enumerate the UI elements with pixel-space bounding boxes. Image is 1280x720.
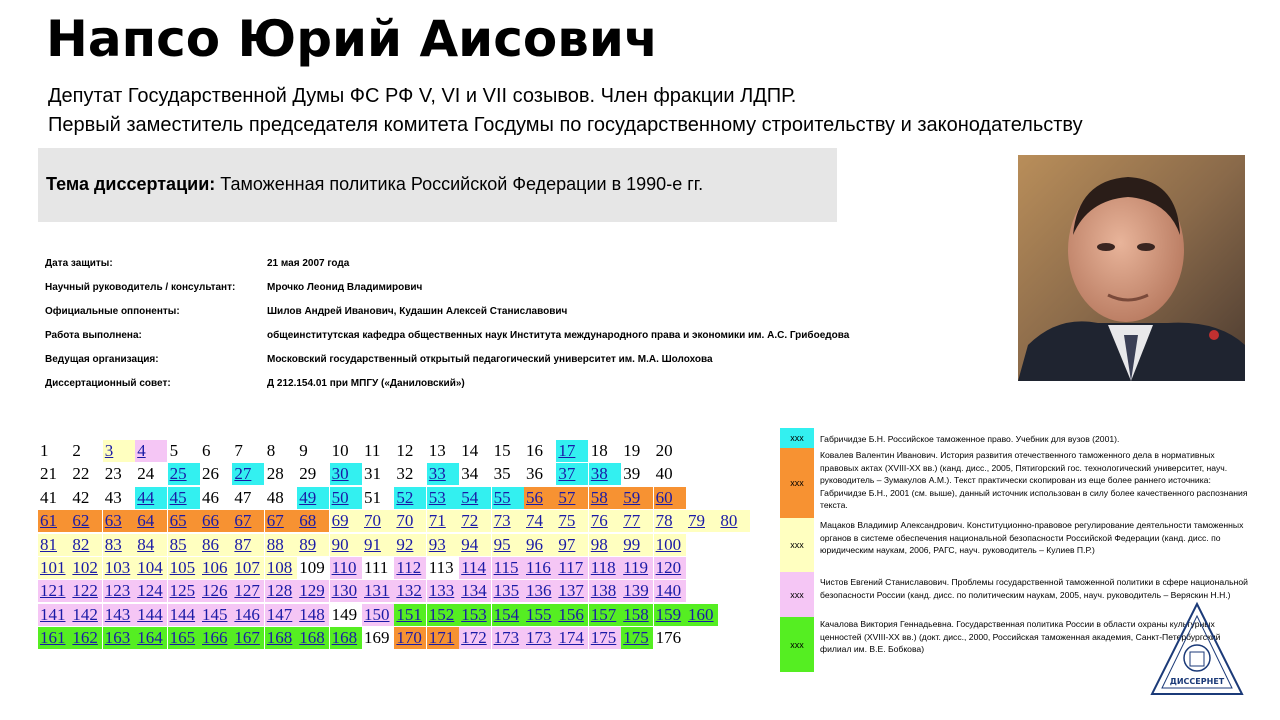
page-number-cell: 21 — [40, 464, 57, 484]
subtitle-line-2: Первый заместитель председателя комитета Госдумы по государственному строительству и законодательству — [48, 114, 1083, 136]
page-number-cell[interactable]: 133 — [427, 580, 459, 602]
page-number-cell[interactable]: 145 — [200, 604, 232, 626]
page-number-cell[interactable]: 103 — [103, 557, 135, 579]
page-number-cell[interactable]: 119 — [621, 557, 653, 579]
page-number-cell: 41 — [40, 487, 57, 507]
page-number-cell[interactable]: 102 — [70, 557, 102, 579]
page-number-cell: 16 — [526, 441, 543, 460]
page-number-cell[interactable]: 122 — [70, 580, 102, 602]
page-number-cell[interactable]: 68 — [297, 510, 329, 532]
legend-swatch-label: xxx — [790, 433, 804, 443]
topic-label: Тема диссертации: — [46, 174, 216, 194]
page-number-cell: 10 — [331, 441, 349, 460]
dissernet-logo — [1148, 600, 1246, 700]
page-number-cell[interactable]: 85 — [168, 534, 200, 556]
page-number-cell: 7 — [234, 441, 243, 460]
legend-row — [780, 518, 1250, 572]
page-number-cell: 47 — [234, 487, 252, 507]
page-number-cell[interactable]: 73 — [492, 510, 524, 532]
info-label: Диссертационный совет: — [45, 378, 171, 389]
page-number-cell: 48 — [266, 487, 284, 507]
page-number-cell[interactable]: 45 — [168, 487, 200, 509]
page-number-cell[interactable]: 25 — [168, 463, 200, 485]
page-number-cell[interactable]: 59 — [621, 487, 653, 509]
page-number-cell[interactable]: 168 — [330, 627, 362, 649]
dissertation-topic-box — [38, 148, 837, 222]
page-number-cell[interactable]: 139 — [621, 580, 653, 602]
legend-swatch — [780, 518, 814, 572]
page-number-cell[interactable]: 99 — [621, 534, 653, 556]
page-number-cell[interactable]: 154 — [492, 604, 524, 626]
info-value: Д 212.154.01 при МПГУ («Даниловский») — [267, 378, 465, 389]
page-number-cell[interactable]: 87 — [232, 534, 264, 556]
page-number-cell[interactable]: 63 — [103, 510, 135, 532]
dissernet-seal-icon — [1148, 600, 1246, 700]
page-number-cell[interactable]: 71 — [427, 510, 459, 532]
page-number-cell: 46 — [202, 487, 219, 507]
page-number-cell: 20 — [655, 441, 673, 460]
page-number-cell: 11 — [364, 441, 381, 460]
page-number-cell: 36 — [526, 464, 543, 484]
page-number-cell[interactable]: 106 — [200, 557, 232, 579]
page-number-cell[interactable]: 147 — [265, 604, 297, 626]
legend-text: Чистов Евгений Станиславович. Проблемы государственной таможенной политики в сфере национальной безопасности России (канд. дисс. по политическим наукам, 2005, науч. руководитель – Веряскин Н.Н.) — [820, 577, 1248, 600]
page-number-cell: 31 — [364, 464, 381, 484]
page-number-cell[interactable]: 126 — [200, 580, 232, 602]
page-number-cell[interactable]: 65 — [168, 510, 200, 532]
page-number-cell[interactable]: 52 — [394, 487, 426, 509]
page-number-cell[interactable]: 170 — [394, 627, 426, 649]
page-number-cell[interactable]: 50 — [330, 487, 362, 509]
page-number-cell: 19 — [623, 441, 641, 460]
info-label: Работа выполнена: — [45, 330, 142, 341]
page-number-cell[interactable]: 123 — [103, 580, 135, 602]
info-label: Дата защиты: — [45, 258, 113, 269]
page-number-cell[interactable]: 62 — [70, 510, 102, 532]
dissertation-topic — [46, 174, 703, 195]
page-number-cell[interactable]: 78 — [654, 510, 686, 532]
page-number-cell[interactable]: 150 — [362, 604, 394, 626]
info-value: 21 мая 2007 года — [267, 258, 350, 269]
page-number-cell[interactable]: 174 — [556, 627, 588, 649]
page-number-cell[interactable]: 132 — [394, 580, 426, 602]
page-number-cell[interactable]: 152 — [427, 604, 459, 626]
page-number-cell: 34 — [461, 464, 479, 484]
page-number-cell[interactable]: 129 — [297, 580, 329, 602]
page-number-cell[interactable]: 162 — [70, 627, 102, 649]
page-number-cell[interactable]: 83 — [103, 534, 135, 556]
page-number-cell[interactable]: 118 — [589, 557, 621, 579]
page-number-cell[interactable]: 57 — [556, 487, 588, 509]
info-label: Официальные оппоненты: — [45, 306, 180, 317]
page-number-cell[interactable]: 173 — [524, 627, 556, 649]
page-number-cell: 8 — [266, 441, 276, 460]
page-number-cell[interactable]: 124 — [135, 580, 167, 602]
legend-swatch — [780, 428, 814, 448]
legend-swatch-label: xxx — [790, 540, 804, 550]
page-number-cell: 24 — [137, 464, 155, 484]
page-number-cell[interactable]: 160 — [686, 604, 718, 626]
page-number-cell[interactable]: 144 — [135, 604, 167, 626]
info-value: Мрочко Леонид Владимирович — [267, 282, 423, 293]
page-number-cell[interactable]: 143 — [103, 604, 135, 626]
page-number-cell: 32 — [396, 464, 414, 484]
page-number-cell[interactable]: 141 — [38, 604, 70, 626]
page-number-cell[interactable]: 155 — [524, 604, 556, 626]
page-number-cell[interactable]: 3 — [103, 440, 135, 462]
page-number-cell[interactable]: 107 — [232, 557, 264, 579]
page-number-cell[interactable]: 117 — [556, 557, 588, 579]
page-number-cell[interactable]: 30 — [330, 463, 362, 485]
page-number-cell: 18 — [590, 441, 608, 460]
page-number-cell: 12 — [396, 441, 414, 460]
page-number-cell: 39 — [623, 464, 641, 484]
page-number-cell[interactable]: 172 — [459, 627, 491, 649]
page-number-cell[interactable]: 148 — [297, 604, 329, 626]
page-number-cell[interactable]: 93 — [427, 534, 459, 556]
legend-swatch — [780, 448, 814, 518]
page-number-cell[interactable]: 77 — [621, 510, 653, 532]
page-number-cell[interactable]: 82 — [70, 534, 102, 556]
legend-row — [780, 428, 1250, 448]
page-number-cell[interactable]: 44 — [135, 487, 167, 509]
page-number-cell[interactable]: 120 — [654, 557, 686, 579]
page-number-cell[interactable]: 72 — [459, 510, 491, 532]
page-number-cell: 111 — [364, 558, 389, 577]
page-number-cell[interactable]: 98 — [589, 534, 621, 556]
page-number-cell[interactable]: 89 — [297, 534, 329, 556]
page-number-cell[interactable]: 153 — [459, 604, 491, 626]
page-number-cell[interactable]: 67 — [232, 510, 264, 532]
page-number-cell[interactable]: 166 — [200, 627, 232, 649]
page-number-cell[interactable]: 112 — [394, 557, 426, 579]
legend-text: Качалова Виктория Геннадьевна. Государственная политика России в области охраны культурных ценностей (XVIII-XX вв.) (докт. дисс., 2000, Российская таможенная академия, Санкт-Петербургский филиал им. В.Е. Бобкова) — [820, 619, 1221, 654]
page-number-cell[interactable]: 128 — [265, 580, 297, 602]
page-number-cell: 22 — [72, 464, 90, 484]
page-number-cell[interactable]: 175 — [589, 627, 621, 649]
page-number-cell[interactable]: 142 — [70, 604, 102, 626]
page-number-cell[interactable]: 125 — [168, 580, 200, 602]
page-number-cell[interactable]: 105 — [168, 557, 200, 579]
page-number-cell[interactable]: 161 — [38, 627, 70, 649]
page-number-cell: 169 — [364, 628, 390, 648]
info-label: Ведущая организация: — [45, 354, 159, 365]
page-number-cell[interactable]: 58 — [589, 487, 621, 509]
page-number-cell[interactable]: 157 — [589, 604, 621, 626]
page-number-cell[interactable]: 100 — [654, 534, 686, 556]
page-number-cell[interactable]: 90 — [330, 534, 362, 556]
legend-swatch — [780, 572, 814, 617]
page-number-cell[interactable]: 159 — [654, 604, 686, 626]
page-number-cell: 42 — [72, 487, 90, 507]
page-number-cell[interactable]: 61 — [38, 510, 70, 532]
page-number-cell: 149 — [331, 604, 358, 624]
legend-text: Габричидзе Б.Н. Российское таможенное право. Учебник для вузов (2001). — [820, 434, 1120, 444]
page-number-cell: 26 — [202, 464, 219, 484]
page-number-cell[interactable]: 60 — [654, 487, 686, 509]
page-number-cell: 40 — [655, 464, 673, 484]
page-number-cell[interactable]: 70 — [394, 510, 426, 532]
page-number-cell: 15 — [493, 441, 511, 460]
page-number-cell: 28 — [266, 464, 284, 484]
portrait-image — [1018, 155, 1245, 381]
page-number-cell[interactable]: 115 — [492, 557, 524, 579]
info-value: Московский государственный открытый педагогический университет им. М.А. Шолохова — [267, 354, 713, 365]
page-number-cell: 51 — [364, 487, 381, 507]
page-number-cell: 6 — [202, 441, 211, 460]
page-number-cell[interactable]: 144 — [168, 604, 200, 626]
page-number-cell[interactable]: 171 — [427, 627, 459, 649]
page-number-cell[interactable]: 80 — [718, 510, 750, 532]
legend-swatch-label: xxx — [790, 478, 804, 488]
page-number-cell[interactable]: 95 — [492, 534, 524, 556]
page-number-cell[interactable]: 17 — [556, 440, 588, 462]
portrait-photo — [1018, 155, 1245, 381]
page-number-cell[interactable]: 156 — [556, 604, 588, 626]
page-number-cell[interactable]: 134 — [459, 580, 491, 602]
page-number-cell[interactable]: 163 — [103, 627, 135, 649]
page-number-cell[interactable]: 114 — [459, 557, 491, 579]
page-number-cell[interactable]: 130 — [330, 580, 362, 602]
page-number-cell[interactable]: 38 — [589, 463, 621, 485]
page-number-cell[interactable]: 110 — [330, 557, 362, 579]
page-number-cell[interactable]: 69 — [330, 510, 362, 532]
page-number-cell: 23 — [104, 464, 122, 484]
page-number-cell[interactable]: 175 — [621, 627, 653, 649]
legend-text: Ковалев Валентин Иванович. История развития отечественного таможенного дела в нормативных правовых актах (XVIII-XX вв.) (канд. дисс., 2005, Пятигорский гос. технологический университет, науч. руководитель – Зумакулов А.М.). Текст практически скопирован из еще более раннего источника: Габричидзе Б.Н., 2001 (см. выше), данный источник использован в силу более качественного распознания текста. — [820, 450, 1248, 510]
page-number-cell[interactable]: 96 — [524, 534, 556, 556]
page-number-cell: 5 — [169, 441, 179, 460]
page-number-cell: 109 — [299, 558, 325, 577]
page-number-cell[interactable]: 137 — [556, 580, 588, 602]
page-number-cell[interactable]: 151 — [394, 604, 426, 626]
legend-swatch — [780, 617, 814, 672]
page-number-cell[interactable]: 55 — [492, 487, 524, 509]
page-number-cell[interactable]: 33 — [427, 463, 459, 485]
page-number-cell[interactable]: 104 — [135, 557, 167, 579]
page-number-cell[interactable]: 136 — [524, 580, 556, 602]
info-label: Научный руководитель / консультант: — [45, 282, 236, 293]
page-number-cell: 35 — [493, 464, 511, 484]
info-value: Шилов Андрей Иванович, Кудашин Алексей Станиславович — [267, 306, 568, 317]
page-number-cell[interactable]: 127 — [232, 580, 264, 602]
page-number-cell[interactable]: 56 — [524, 487, 556, 509]
legend-swatch-label: xxx — [790, 639, 804, 650]
page-number-cell[interactable]: 4 — [135, 440, 167, 462]
page-number-cell[interactable]: 67 — [265, 510, 297, 532]
legend-swatch-label: xxx — [790, 589, 804, 600]
page-number-cell[interactable]: 168 — [297, 627, 329, 649]
page-number-cell[interactable]: 79 — [686, 510, 718, 532]
page-number-cell[interactable]: 27 — [232, 463, 264, 485]
page-number-cell[interactable]: 54 — [459, 487, 491, 509]
page-number-cell[interactable]: 140 — [654, 580, 686, 602]
page-number-cell[interactable]: 84 — [135, 534, 167, 556]
page-number-cell[interactable]: 81 — [38, 534, 70, 556]
page-number-cell[interactable]: 135 — [492, 580, 524, 602]
page-number-cell[interactable]: 91 — [362, 534, 394, 556]
page-number-cell[interactable]: 168 — [265, 627, 297, 649]
page-title: Напсо Юрий Аисович — [46, 10, 659, 68]
page-number-cell[interactable]: 116 — [524, 557, 556, 579]
subtitle-line-1: Депутат Государственной Думы ФС РФ V, VI и VII созывов. Член фракции ЛДПР. — [48, 85, 797, 107]
page-number-cell: 14 — [461, 441, 479, 460]
page-number-cell[interactable]: 101 — [38, 557, 70, 579]
page-number-cell[interactable]: 37 — [556, 463, 588, 485]
page-number-cell[interactable]: 66 — [200, 510, 232, 532]
legend-row — [780, 448, 1250, 518]
info-value: общеинститутская кафедра общественных наук Института международного права и экономики им. А.С. Грибоедова — [267, 330, 850, 341]
page-number-cell: 2 — [72, 441, 81, 460]
page-number-cell[interactable]: 97 — [556, 534, 588, 556]
page-number-cell[interactable]: 158 — [621, 604, 653, 626]
page-number-cell: 9 — [299, 441, 308, 460]
page-number-cell[interactable]: 70 — [362, 510, 394, 532]
page-number-cell: 113 — [428, 558, 454, 577]
page-number-cell[interactable]: 146 — [232, 604, 264, 626]
stamp-text: ДИССЕРНЕТ — [1169, 677, 1225, 686]
page-number-cell: 43 — [104, 487, 122, 507]
page-number-cell: 13 — [428, 441, 446, 460]
page-number-cell[interactable]: 94 — [459, 534, 491, 556]
page-number-cell[interactable]: 138 — [589, 580, 621, 602]
legend-text: Мацаков Владимир Александрович. Конституционно-правовое регулирование деятельности таможенных органов в системе обеспечения национальной безопасности Российской Федерации (канд. дисс. по юридическим наукам, 2006, РАГС, науч. руководитель – Кулиев П.Р.) — [820, 520, 1244, 555]
page-number-cell[interactable]: 167 — [232, 627, 264, 649]
page-number-cell[interactable]: 74 — [524, 510, 556, 532]
page-number-cell[interactable]: 121 — [38, 580, 70, 602]
page-number-cell: 1 — [40, 441, 49, 460]
topic-value: Таможенная политика Российской Федерации в 1990-е гг. — [220, 174, 704, 194]
page-number-cell[interactable]: 173 — [492, 627, 524, 649]
page-number-cell[interactable]: 164 — [135, 627, 167, 649]
page-number-cell[interactable]: 92 — [394, 534, 426, 556]
page-number-cell[interactable]: 131 — [362, 580, 394, 602]
page-number-cell[interactable]: 64 — [135, 510, 167, 532]
page-number-cell[interactable]: 75 — [556, 510, 588, 532]
page-number-cell[interactable]: 88 — [265, 534, 297, 556]
page-number-cell[interactable]: 53 — [427, 487, 459, 509]
page-number-cell[interactable]: 108 — [265, 557, 297, 579]
page-number-cell: 176 — [655, 628, 682, 648]
page-number-cell[interactable]: 49 — [297, 487, 329, 509]
page-number-cell[interactable]: 86 — [200, 534, 232, 556]
page-number-cell: 29 — [299, 464, 317, 484]
page-number-cell[interactable]: 76 — [589, 510, 621, 532]
page-number-cell[interactable]: 165 — [168, 627, 200, 649]
